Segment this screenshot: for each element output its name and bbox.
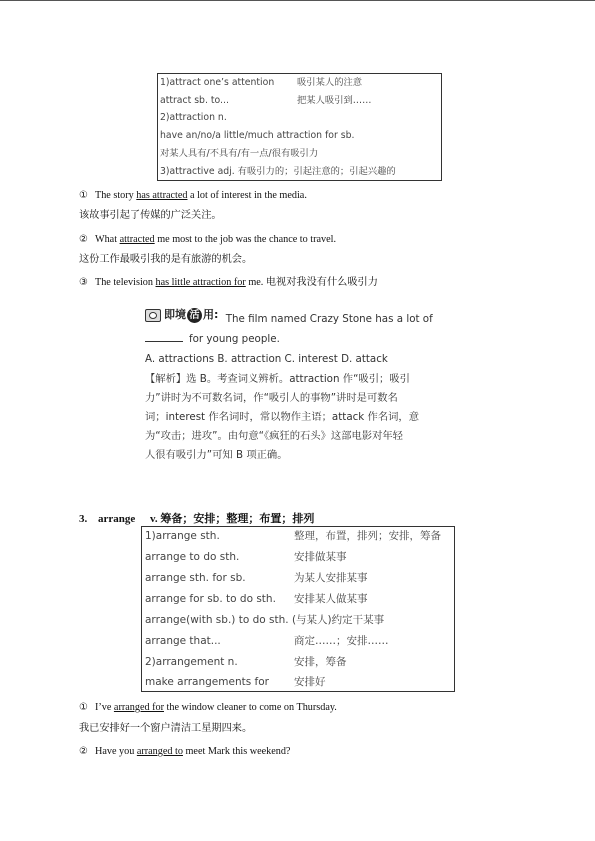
example-sentence: ② Have you arranged to meet Mark this weekend?: [79, 746, 291, 757]
table-row: arrange(with sb.) to do sth. (与某人)约定干某事: [145, 614, 385, 626]
exercise-badge: 即境 活 用:: [145, 306, 218, 324]
header-rule: [0, 0, 595, 1]
example-translation: 这份工作最吸引我的是有旅游的机会。: [79, 254, 253, 265]
table-row: 2)attraction n.: [160, 112, 227, 123]
table-row: attract sb. to... 把某人吸引到……: [160, 95, 372, 106]
table-row: have an/no/a little/much attraction for sb.: [160, 130, 355, 141]
table-row: arrange for sb. to do sth. 安排某人做某事: [145, 593, 368, 605]
table-row: 1)arrange sth. 整理，布置，排列；安排，筹备: [145, 530, 441, 542]
section-heading: 3. arrange v. 筹备；安排；整理；布置；排列: [79, 512, 315, 525]
example-sentence: ① The story has attracted a lot of interest in the media.: [79, 190, 307, 201]
arrange-phrase-table: [141, 526, 455, 692]
answer-blank: [145, 332, 183, 342]
exercise-options: A. attractions B. attraction C. interest D. attack: [145, 353, 388, 365]
example-sentence: ③ The television has little attraction for me. 电视对我没有什么吸引力: [79, 277, 378, 288]
attract-phrase-table: [157, 73, 442, 181]
table-row: arrange to do sth. 安排做某事: [145, 551, 347, 563]
table-row: arrange that... 商定……；安排……: [145, 635, 389, 647]
example-sentence: ② What attracted me most to the job was the chance to travel.: [79, 234, 336, 245]
exercise-analysis: 【解析】选 B。考查词义辨析。attraction 作“吸引；吸引: [145, 373, 410, 385]
table-row: 2)arrangement n. 安排，筹备: [145, 656, 347, 668]
example-translation: 我已安排好一个窗户清洁工星期四来。: [79, 723, 253, 734]
table-row: 3)attractive adj. 有吸引力的；引起注意的；引起兴趣的: [160, 166, 396, 177]
example-translation: 该故事引起了传媒的广泛关注。: [79, 210, 222, 221]
example-sentence: ① I’ve arranged for the window cleaner to come on Thursday.: [79, 702, 337, 713]
table-row: make arrangements for 安排好: [145, 676, 326, 688]
exercise-block: 即境 活 用: The film named Crazy Stone has a lot of for young people. A. attractions B. attraction C. interest D. attack 【解析】选 B。考查词义辨析。attraction 作“吸引；吸引 力”讲时为不可数名词，作“吸引人的事物”讲时是可数名 词；interest 作名词时，常以物作主语；attack 作名词，意 为“攻击；进攻”。由句意“《疯狂的石头》这部电影对年轻 人很有吸引力”可知 B 项正确。: [145, 306, 465, 476]
table-row: arrange sth. for sb. 为某人安排某事: [145, 572, 368, 584]
exercise-analysis: 力”讲时为不可数名词，作“吸引人的事物”讲时是可数名: [145, 392, 398, 404]
exercise-question: 即境 活 用: The film named Crazy Stone has a lot of: [145, 306, 433, 328]
exercise-analysis: 人很有吸引力”可知 B 项正确。: [145, 449, 288, 461]
table-row: 对某人具有/不具有/有一点/很有吸引力: [160, 148, 319, 159]
exercise-analysis: 为“攻击；进攻”。由句意“《疯狂的石头》这部电影对年轻: [145, 430, 403, 442]
book-icon: [145, 309, 161, 322]
exercise-analysis: 词；interest 作名词时，常以物作主语；attack 作名词，意: [145, 411, 420, 423]
table-row: 1)attract one’s attention 吸引某人的注意: [160, 77, 363, 88]
